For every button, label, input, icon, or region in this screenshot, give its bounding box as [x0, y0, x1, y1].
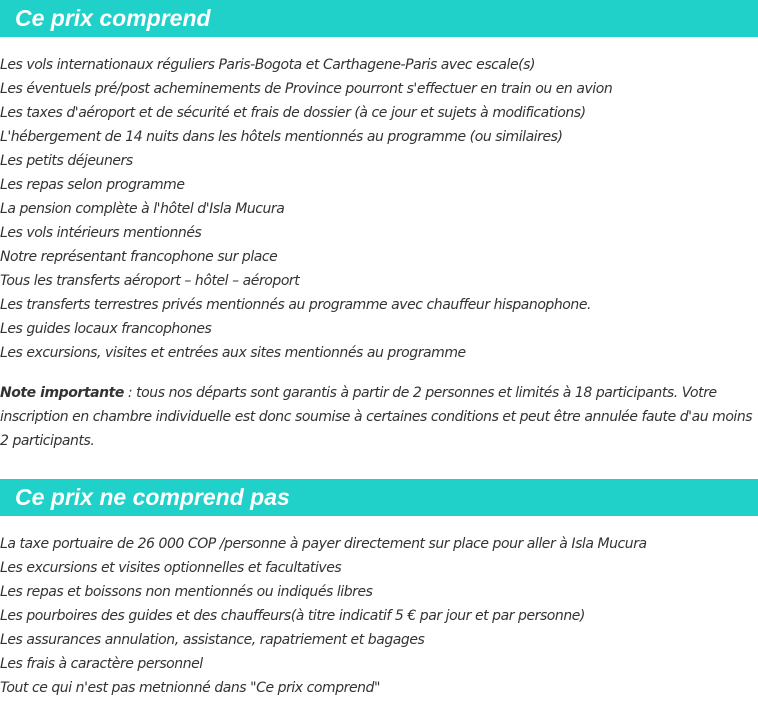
included-item: Les vols intérieurs mentionnés	[0, 225, 202, 241]
included-section-title: Ce prix comprend	[15, 5, 211, 31]
included-item: Les éventuels pré/post acheminements de Province pourront s'effectuer en train ou en avion	[0, 81, 613, 97]
excluded-item: Les assurances annulation, assistance, rapatriement et bagages	[0, 632, 425, 648]
included-item: Les transferts terrestres privés mentionnés au programme avec chauffeur hispanophone.	[0, 297, 591, 313]
excluded-item: La taxe portuaire de 26 000 COP /personne à payer directement sur place pour aller à Isla Mucura	[0, 536, 647, 552]
important-note-text: : tous nos départs sont garantis à partir de 2 personnes et limités à 18 participants. Votre inscription en chambre individuelle est donc soumise à certaines conditions et peut être annulée faute d'au moins 2 participants.	[0, 385, 753, 449]
excluded-item: Les excursions et visites optionnelles et facultatives	[0, 560, 342, 576]
included-item: Notre représentant francophone sur place	[0, 249, 278, 265]
excluded-item: Les repas et boissons non mentionnés ou indiqués libres	[0, 584, 373, 600]
excluded-section-title: Ce prix ne comprend pas	[15, 484, 290, 510]
included-item: Les vols internationaux réguliers Paris-Bogota et Carthagene-Paris avec escale(s)	[0, 57, 536, 73]
included-item: L'hébergement de 14 nuits dans les hôtels mentionnés au programme (ou similaires)	[0, 129, 563, 145]
included-item: Les petits déjeuners	[0, 153, 133, 169]
included-item: Les taxes d'aéroport et de sécurité et frais de dossier (à ce jour et sujets à modifications)	[0, 105, 586, 121]
excluded-item: Tout ce qui n'est pas metnionné dans "Ce prix comprend"	[0, 680, 380, 696]
important-note-label: Note importante	[0, 385, 124, 401]
included-item: Tous les transferts aéroport – hôtel – aéroport	[0, 273, 300, 289]
included-item: La pension complète à l'hôtel d'Isla Mucura	[0, 201, 285, 217]
included-items-list	[0, 53, 758, 365]
included-item: Les repas selon programme	[0, 177, 185, 193]
included-item: Les excursions, visites et entrées aux sites mentionnés au programme	[0, 345, 466, 361]
excluded-section-header	[0, 479, 758, 516]
included-section-header	[0, 0, 758, 37]
included-item: Les guides locaux francophones	[0, 321, 212, 337]
excluded-items-list	[0, 532, 758, 700]
excluded-item: Les pourboires des guides et des chauffeurs(à titre indicatif 5 € par jour et par personne)	[0, 608, 585, 624]
important-note	[0, 381, 758, 453]
excluded-item: Les frais à caractère personnel	[0, 656, 203, 672]
